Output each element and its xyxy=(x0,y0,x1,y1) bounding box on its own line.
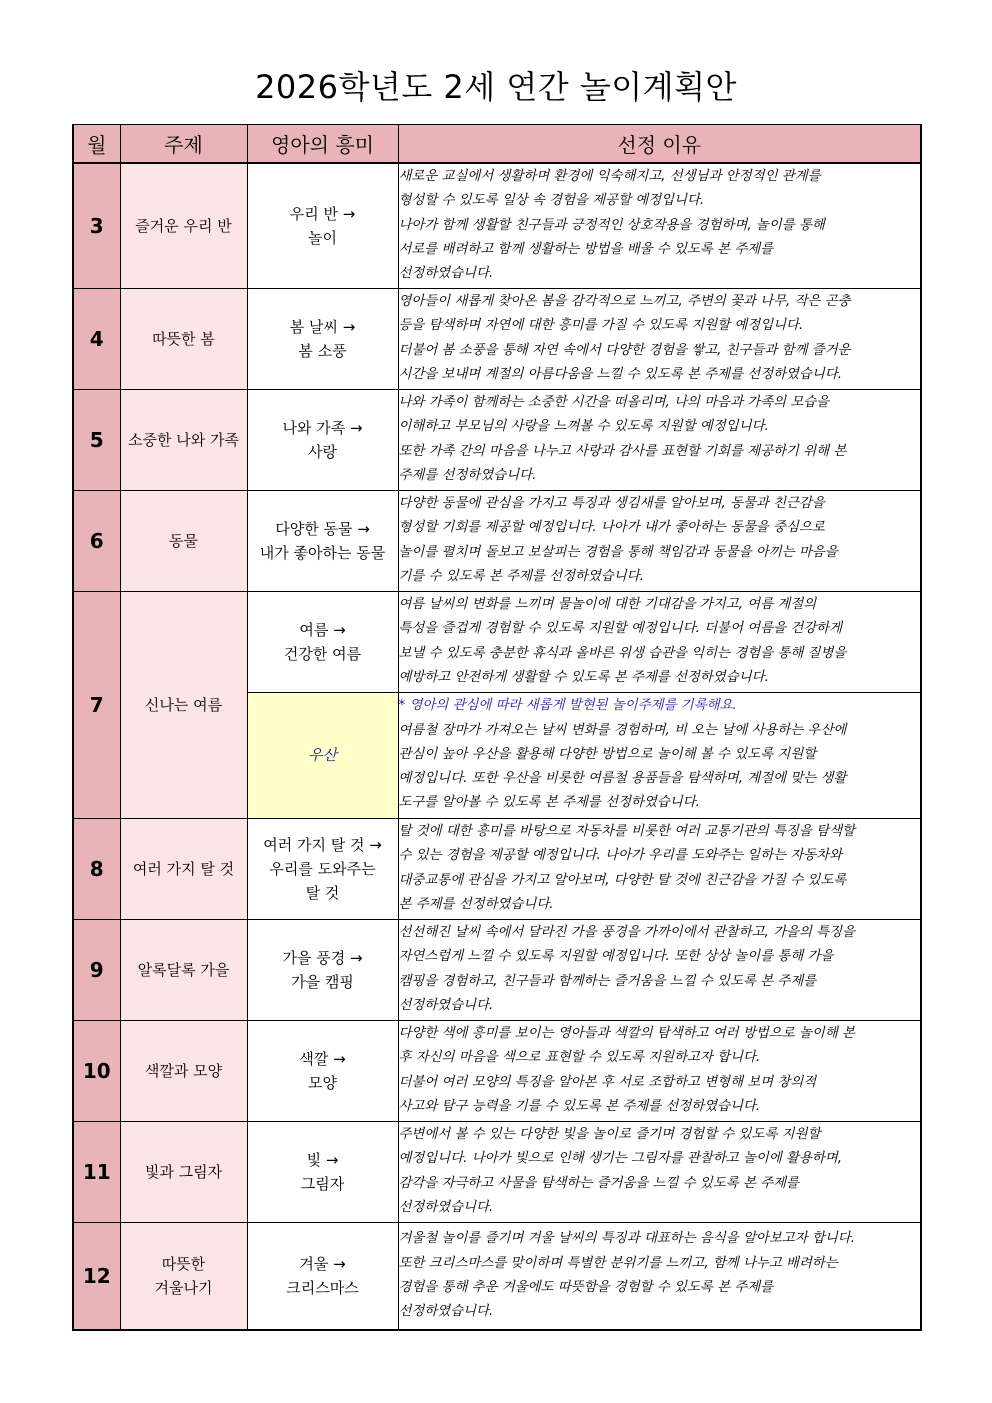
reason-line: 나와 가족이 함께하는 소중한 시간을 떠올리며, 나의 마음과 가족의 모습을 xyxy=(398,395,830,411)
header-theme: 주제 xyxy=(120,125,247,164)
interest-line: 나와 가족 → xyxy=(282,418,363,437)
table-row xyxy=(73,818,921,919)
reason-line: 서로를 배려하고 함께 생활하는 방법을 배울 수 있도록 본 주제를 xyxy=(398,241,774,257)
table-row xyxy=(73,288,921,389)
month-cell: 11 xyxy=(73,1121,120,1222)
header-month: 월 xyxy=(73,125,120,164)
reason-line: 겨울철 놀이를 즐기며 겨울 날씨의 특징과 대표하는 음식을 알아보고자 합니다. xyxy=(398,1231,855,1247)
theme-cell: 빛과 그림자 xyxy=(120,1121,247,1222)
reason-line: 관심이 높아 우산을 활용해 다양한 방법으로 놀이해 볼 수 있도록 지원할 xyxy=(398,746,817,762)
interest-line: 탈 것 xyxy=(305,883,340,902)
month-cell: 5 xyxy=(73,389,120,490)
reason-line: 선정하였습니다. xyxy=(398,266,494,282)
table-row xyxy=(73,591,921,692)
interest-line: 놀이 xyxy=(308,228,337,247)
reason-line: 예정입니다. 나아가 빛으로 인해 생기는 그림자를 관찰하고 놀이에 활용하며, xyxy=(398,1151,843,1167)
reason-line: 예정입니다. 또한 우산을 비롯한 여름철 용품들을 탐색하며, 계절에 맞는 생활 xyxy=(398,771,847,787)
reason-line: 형성할 수 있도록 일상 속 경험을 제공할 예정입니다. xyxy=(398,193,705,209)
interest-line: 가을 캠핑 xyxy=(291,972,354,991)
table-row xyxy=(73,919,921,1020)
interest-line: 그림자 xyxy=(300,1174,345,1193)
month-cell: 3 xyxy=(73,163,120,288)
reason-line: 경험을 통해 추운 겨울에도 따뜻함을 경험할 수 있도록 본 주제를 xyxy=(398,1279,774,1295)
reason-line: 나아가 함께 생활할 친구들과 긍정적인 상호작용을 경험하며, 놀이를 통해 xyxy=(398,217,825,233)
interest-cell xyxy=(247,288,398,389)
month-cell: 10 xyxy=(73,1020,120,1121)
reason-line: 영아들이 새롭게 찾아온 봄을 감각적으로 느끼고, 주변의 꽃과 나무, 작은 곤충 xyxy=(398,294,851,310)
page-title: 2026학년도 2세 연간 놀이계획안 xyxy=(255,68,737,106)
theme-cell: 즐거운 우리 반 xyxy=(120,163,247,288)
annual-play-plan-table xyxy=(72,124,922,1331)
reason-line: 선정하였습니다. xyxy=(398,997,494,1013)
reason-cell xyxy=(398,1222,921,1330)
interest-line: 모양 xyxy=(308,1073,337,1092)
reason-line: 사고와 탐구 능력을 기를 수 있도록 본 주제를 선정하였습니다. xyxy=(398,1098,761,1114)
reason-line: 더불어 봄 소풍을 통해 자연 속에서 다양한 경험을 쌓고, 친구들과 함께 즐거운 xyxy=(398,342,851,358)
reason-line: 놀이를 펼치며 돌보고 보살피는 경험을 통해 책임감과 동물을 아끼는 마음을 xyxy=(398,544,838,560)
interest-line: 봄 날씨 → xyxy=(289,317,356,336)
reason-line: 예방하고 안전하게 생활할 수 있도록 본 주제를 선정하였습니다. xyxy=(398,669,769,685)
month-cell: 7 xyxy=(73,591,120,818)
interest-line: 크리스마스 xyxy=(286,1278,359,1297)
interest-cell xyxy=(247,591,398,692)
reason-line: 다양한 동물에 관심을 가지고 특징과 생김새를 알아보며, 동물과 친근감을 xyxy=(398,496,825,512)
reason-line: 자연스럽게 느낄 수 있도록 지원할 예정입니다. 또한 상상 놀이를 통해 가을 xyxy=(398,949,834,965)
interest-cell xyxy=(247,389,398,490)
reason-line: 캠핑을 경험하고, 친구들과 함께하는 즐거움을 느낄 수 있도록 본 주제를 xyxy=(398,973,817,989)
reason-line: 등을 탐색하며 자연에 대한 흥미를 가질 수 있도록 지원할 예정입니다. xyxy=(398,318,804,334)
reason-line: 감각을 자극하고 사물을 탐색하는 즐거움을 느낄 수 있도록 본 주제를 xyxy=(398,1175,799,1191)
reason-cell xyxy=(398,389,921,490)
reason-line: 수 있는 경험을 제공할 예정입니다. 나아가 우리를 도와주는 일하는 자동차와 xyxy=(398,848,843,864)
reason-line: 기를 수 있도록 본 주제를 선정하였습니다. xyxy=(398,568,644,584)
theme-cell: 신나는 여름 xyxy=(120,591,247,818)
reason-line: 주제를 선정하였습니다. xyxy=(398,467,537,483)
interest-line: 건강한 여름 xyxy=(283,644,362,663)
header-interest: 영아의 흥미 xyxy=(247,125,398,164)
reason-line: 선선해진 날씨 속에서 달라진 가을 풍경을 가까이에서 관찰하고, 가을의 특징을 xyxy=(398,925,855,941)
reason-line: 새로운 교실에서 생활하며 환경에 익숙해지고, 선생님과 안정적인 관계를 xyxy=(398,169,821,185)
theme-line: 겨울나기 xyxy=(154,1278,213,1297)
header-reason: 선정 이유 xyxy=(398,125,921,164)
interest-cell xyxy=(247,1121,398,1222)
interest-cell xyxy=(247,1020,398,1121)
reason-line: 더불어 여러 모양의 특징을 알아본 후 서로 조합하고 변형해 보며 창의적 xyxy=(398,1074,817,1090)
reason-line: 주변에서 볼 수 있는 다양한 빛을 놀이로 즐기며 경험할 수 있도록 지원할 xyxy=(398,1127,821,1143)
table-row xyxy=(73,1222,921,1330)
theme-cell: 알록달록 가을 xyxy=(120,919,247,1020)
reason-line: 탈 것에 대한 흥미를 바탕으로 자동차를 비롯한 여러 교통기관의 특징을 탐색할 xyxy=(398,824,855,840)
reason-line: 선정하였습니다. xyxy=(398,1303,494,1319)
month-cell: 8 xyxy=(73,818,120,919)
month-cell: 9 xyxy=(73,919,120,1020)
reason-line: 다양한 색에 흥미를 보이는 영아들과 색깔의 탐색하고 여러 방법으로 놀이해 본 xyxy=(398,1026,855,1042)
reason-line: 선정하였습니다. xyxy=(398,1199,494,1215)
reason-cell xyxy=(398,591,921,692)
reason-cell xyxy=(398,163,921,288)
interest-line: 색깔 → xyxy=(299,1049,346,1068)
reason-line: 여름 날씨의 변화를 느끼며 물놀이에 대한 기대감을 가지고, 여름 계절의 xyxy=(398,597,817,613)
reason-line: 도구를 알아볼 수 있도록 본 주제를 선정하였습니다. xyxy=(398,795,700,811)
theme-line: 따뜻한 xyxy=(161,1254,206,1273)
interest-line: 사랑 xyxy=(308,442,337,461)
theme-cell xyxy=(120,1222,247,1330)
interest-line: 가을 풍경 → xyxy=(282,948,363,967)
reason-line: 후 자신의 마음을 색으로 표현할 수 있도록 지원하고자 합니다. xyxy=(398,1050,761,1066)
interest-cell xyxy=(247,490,398,591)
theme-cell: 여러 가지 탈 것 xyxy=(120,818,247,919)
interest-cell xyxy=(247,163,398,288)
theme-cell: 소중한 나와 가족 xyxy=(120,389,247,490)
month-cell: 4 xyxy=(73,288,120,389)
emergent-interest-cell xyxy=(247,692,398,818)
reason-cell xyxy=(398,288,921,389)
interest-line: 우산 xyxy=(308,746,337,764)
reason-cell xyxy=(398,490,921,591)
interest-line: 빛 → xyxy=(306,1150,339,1169)
reason-cell xyxy=(398,919,921,1020)
reason-line: 형성할 기회를 제공할 예정입니다. 나아가 내가 좋아하는 동물을 중심으로 xyxy=(398,520,825,536)
interest-line: 겨울 → xyxy=(299,1254,346,1273)
interest-line: 여름 → xyxy=(299,620,346,639)
reason-cell xyxy=(398,1121,921,1222)
reason-line: 보낼 수 있도록 충분한 휴식과 올바른 위생 습관을 익히는 경험을 통해 질병을 xyxy=(398,645,847,661)
interest-cell xyxy=(247,818,398,919)
theme-cell: 동물 xyxy=(120,490,247,591)
reason-cell xyxy=(398,818,921,919)
reason-line: 이해하고 부모님의 사랑을 느껴볼 수 있도록 지원할 예정입니다. xyxy=(398,419,769,435)
table-row xyxy=(73,1020,921,1121)
interest-line: 내가 좋아하는 동물 xyxy=(259,543,386,562)
interest-line: 여러 가지 탈 것 → xyxy=(263,835,382,854)
interest-cell xyxy=(247,1222,398,1330)
reason-line: 여름철 장마가 가져오는 날씨 변화를 경험하며, 비 오는 날에 사용하는 우산에 xyxy=(398,722,847,738)
theme-cell: 따뜻한 봄 xyxy=(120,288,247,389)
table-row xyxy=(73,389,921,490)
interest-line: 다양한 동물 → xyxy=(275,519,370,538)
reason-line: 또한 가족 간의 마음을 나누고 사랑과 감사를 표현할 기회를 제공하기 위해 본 xyxy=(398,443,847,459)
reason-line: 본 주제를 선정하였습니다. xyxy=(398,896,554,912)
emergent-theme-note: * 영아의 관심에 따라 새롭게 발현된 놀이주제를 기록해요. xyxy=(398,698,737,714)
table-row xyxy=(73,490,921,591)
theme-cell: 색깔과 모양 xyxy=(120,1020,247,1121)
interest-cell xyxy=(247,919,398,1020)
table-row xyxy=(73,163,921,288)
reason-line: 또한 크리스마스를 맞이하며 특별한 분위기를 느끼고, 함께 나누고 배려하는 xyxy=(398,1255,838,1271)
reason-cell xyxy=(398,1020,921,1121)
reason-cell xyxy=(398,692,921,818)
interest-line: 우리 반 → xyxy=(289,204,356,223)
table-header-row xyxy=(73,125,921,164)
interest-line: 봄 소풍 xyxy=(298,341,347,360)
interest-line: 우리를 도와주는 xyxy=(269,859,376,878)
month-cell: 6 xyxy=(73,490,120,591)
reason-line: 특성을 즐겁게 경험할 수 있도록 지원할 예정입니다. 더불어 여름을 건강하게 xyxy=(398,621,843,637)
reason-line: 대중교통에 관심을 가지고 알아보며, 다양한 탈 것에 친근감을 가질 수 있도록 xyxy=(398,872,847,888)
month-cell: 12 xyxy=(73,1222,120,1330)
table-row xyxy=(73,1121,921,1222)
reason-line: 시간을 보내며 계절의 아름다움을 느낄 수 있도록 본 주제를 선정하였습니다. xyxy=(398,366,843,382)
